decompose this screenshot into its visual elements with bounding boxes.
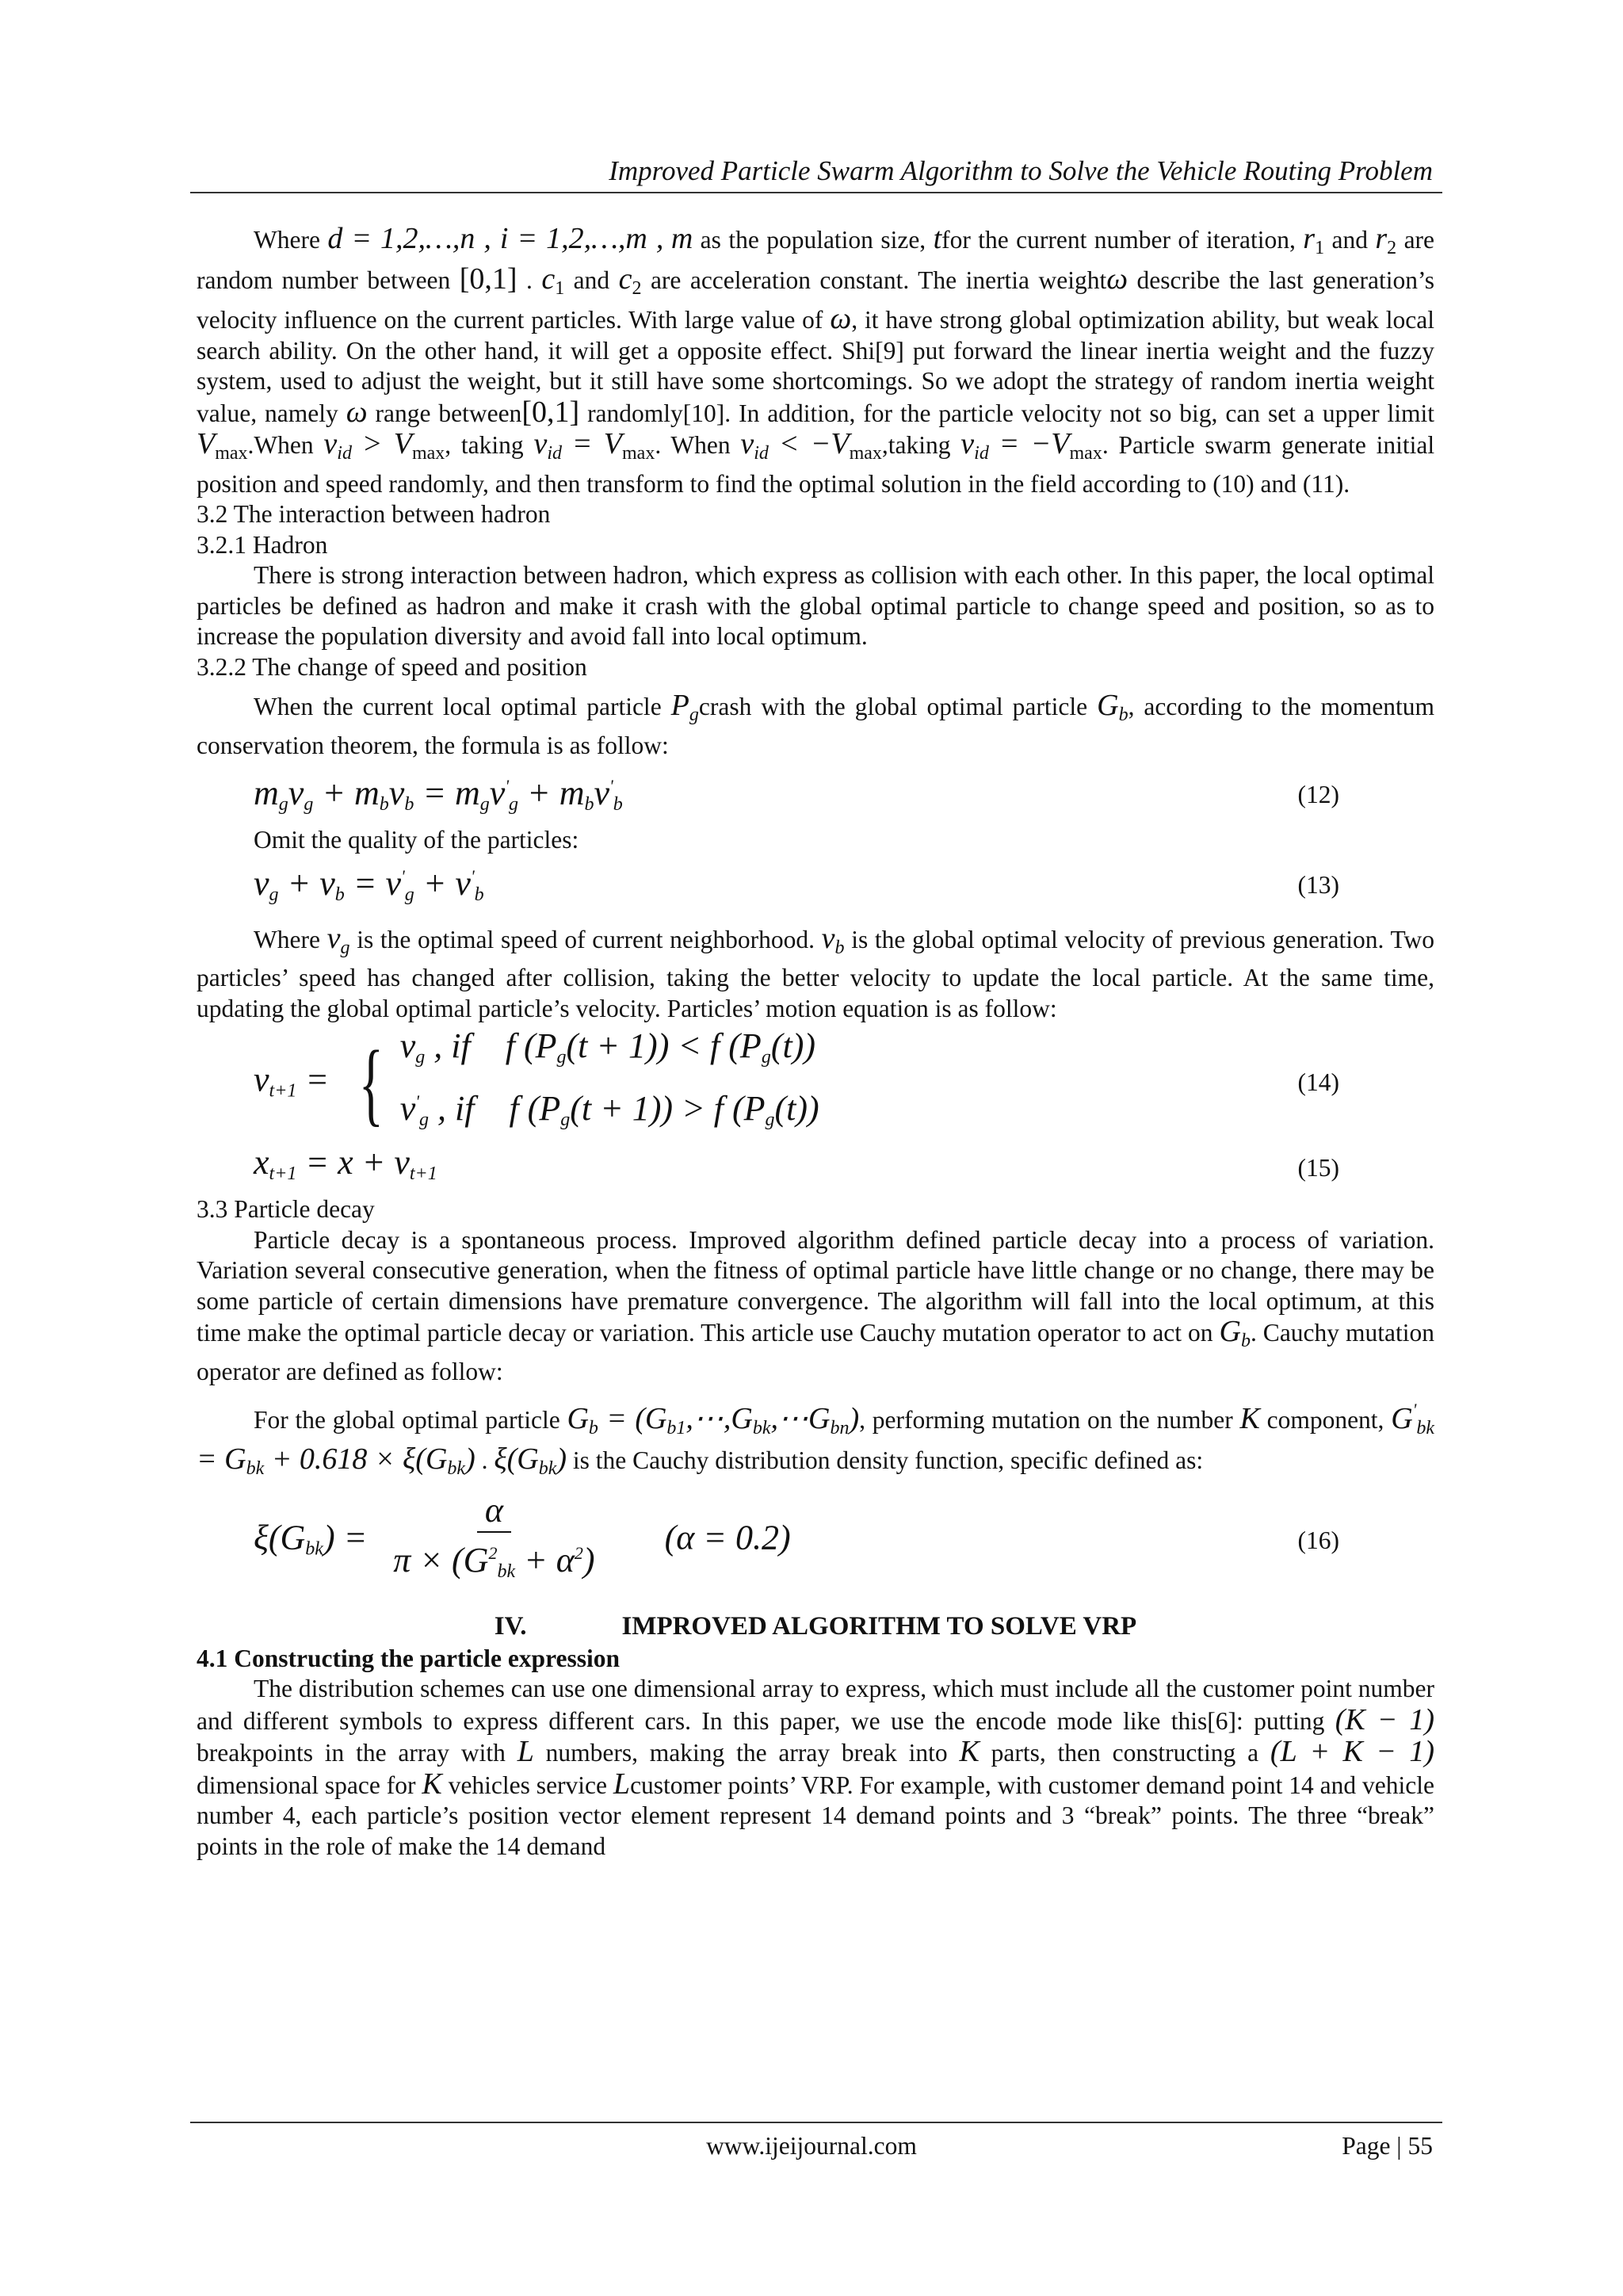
heading-3-3: 3.3 Particle decay <box>197 1195 375 1223</box>
paragraph-omit: Omit the quality of the particles: <box>254 826 579 854</box>
equation-16-number: (16) <box>1297 1526 1339 1555</box>
equation-15-number: (15) <box>1297 1153 1339 1182</box>
section-title-4: IV. IMPROVED ALGORITHM TO SOLVE VRP <box>494 1612 1137 1641</box>
equation-12 <box>197 766 1434 825</box>
page-number: Page | 55 <box>1342 2132 1433 2160</box>
piecewise-cases: { $v_g$ , if f $(P_g(t + 1)) < f$ $(P_g(t))$ $v'_g$ , if f $(P_g(t + 1)) > f$ $(P_g(t))$ <box>358 1026 819 1135</box>
math-xi: $\xi(G_{bk})$ <box>494 1442 567 1479</box>
equation-15-formula: xt+1 = x + vt+1 <box>254 1143 437 1184</box>
running-title: Improved Particle Swarm Algorithm to Solve the Vehicle Routing Problem <box>609 155 1433 186</box>
equation-15 <box>197 1142 1434 1194</box>
math-gb-vector: $G_b$ = $(G_{b1},\cdots,G_{bk},\cdots G_{bn})$ <box>567 1402 860 1438</box>
footer-url[interactable]: www.ijeijournal.com <box>706 2132 917 2160</box>
footer-rule <box>190 2122 1442 2123</box>
equation-16-formula: $\xi(G_{bk})$ = $\frac{\alpha}{\pi \times (G^2_{bk} + \alpha^2)}$ (α = 0.2) <box>197 1490 791 1592</box>
equation-12-formula: $m_gv_g + m_bv_b = m_gv'_g + m_bv'_b$ <box>254 774 623 815</box>
paragraph-definitions: Where d = 1,2,…,n , i = 1,2,…,m , m as the population size, tfor the current number of iteration, $r_1$ and $r_2$ are random number between [0,1] . $c_1$ and $c_2$ are acceleration constant. The inertia weightω describe the last generation’s velocity influence on the current particles. With large value of ω, it have strong global optimization ability, but weak local search ability. On the other hand, it will get a opposite effect. Shi[9] put forward the linear inertia weight and the fuzzy system, used to adjust the weight, but it still have some shortcomings. So we adopt the strategy of random inertia weight value, namely ω range between[0,1] randomly[10]. In addition, for the particle velocity not so big, can set a upper limit $V_{max}.When$ $v_{id} > V_{max}$, taking $v_{id} = V_{max}$. When $v_{id}$ < $-V_{max},taking$ $v_{id} = -V_{max}$. Particle swarm generate initial position and speed randomly, and then transform to find the optimal solution in the field according to (10) and (11). <box>197 222 1435 498</box>
paragraph-hadron: There is strong interaction between hadron, which express as collision with each other. In this paper, the local optimal particles be defined as hadron and make it crash with the global optimal particle to change speed and position, so as to increase the population diversity and avoid fall into local optimum. <box>197 561 1434 650</box>
heading-3-2: 3.2 The interaction between hadron <box>197 500 551 528</box>
header-rule <box>190 192 1442 193</box>
paragraph-cauchy: For the global optimal particle $G_b$ = $(G_{b1},\cdots,G_{bk},\cdots G_{bn})$, performing mutation on the number K component, $G'_{bk} = G_{bk} + 0.618 \times \xi(G_{bk})$ . $\xi(G_{bk})$ is the Cauchy distribution density function, specific defined as: <box>197 1400 1435 1479</box>
equation-14-number: (14) <box>1297 1068 1339 1097</box>
equation-13-number: (13) <box>1297 870 1339 899</box>
equation-16 <box>197 1490 1434 1592</box>
heading-3-2-2: 3.2.2 The change of speed and position <box>197 652 587 681</box>
paragraph-collision: When the current local optimal particle $P_gcrash$ with the global optimal particle $G_b$, according to the momentum conservation theorem, the formula is as follow: <box>197 689 1435 759</box>
math-indices: d = 1,2,…,n , i = 1,2,…,m , <box>327 222 664 255</box>
heading-3-2-1: 3.2.1 Hadron <box>197 530 328 559</box>
heading-4-1: 4.1 Constructing the particle expression <box>197 1644 621 1672</box>
equation-13 <box>197 856 1434 915</box>
paragraph-decay: Particle decay is a spontaneous process. Improved algorithm defined particle decay into a process of variation. Variation several consecutive generation, when the fitness of optimal particle have little change or no change, there may be some particle of certain dimensions have premature convergence. The algorithm will fall into the local optimum, at this time make the optimal particle decay or variation. This article use Cauchy mutation operator to act on $G_b$. Cauchy mutation operator are defined as follow: <box>197 1225 1434 1385</box>
equation-12-number: (12) <box>1297 781 1339 809</box>
equation-14-formula: vt+1 = { $v_g$ , if f $(P_g(t + 1)) < f$ $(P_g(t))$ $v'_g$ , if f $(P_g(t + 1)) > f$ $(P_g(t))$ <box>197 1024 819 1142</box>
paragraph-velocity-update: Where $v_g$ is the optimal speed of current neighborhood. $v_b$ is the global optimal velocity of previous generation. Two particles’ speed has changed after collision, taking the better velocity to update the local particle. At the same time, updating the global optimal particle’s velocity. Particles’ motion equation is as follow: <box>197 921 1435 1022</box>
equation-13-formula: $v_g + v_b = v'_g + v'_b$ <box>254 863 484 905</box>
fraction: $\frac{\alpha}{\pi \times (G^2_{bk} + \alpha^2)}$ <box>393 1491 595 1582</box>
paragraph-encoding: The distribution schemes can use one dimensional array to express, which must include all the customer point number and different symbols to express different cars. In this paper, we use the encode mode like this[6]: putting (K − 1) breakpoints in the array with L numbers, making the array break into K parts, then constructing a (L + K − 1) dimensional space for K vehicles service Lcustomer points’ VRP. For example, with customer demand point 14 and vehicle number 4, each particle’s position vector element represent 14 demand points and 3 “break” points. The three “break” points in the role of make the 14 demand <box>197 1675 1435 1860</box>
equation-14 <box>197 1024 1434 1142</box>
body-text <box>197 223 1434 1862</box>
math-mutation: $G'_{bk} = G_{bk} + 0.618 \times \xi(G_{bk})$ <box>197 1400 1435 1479</box>
